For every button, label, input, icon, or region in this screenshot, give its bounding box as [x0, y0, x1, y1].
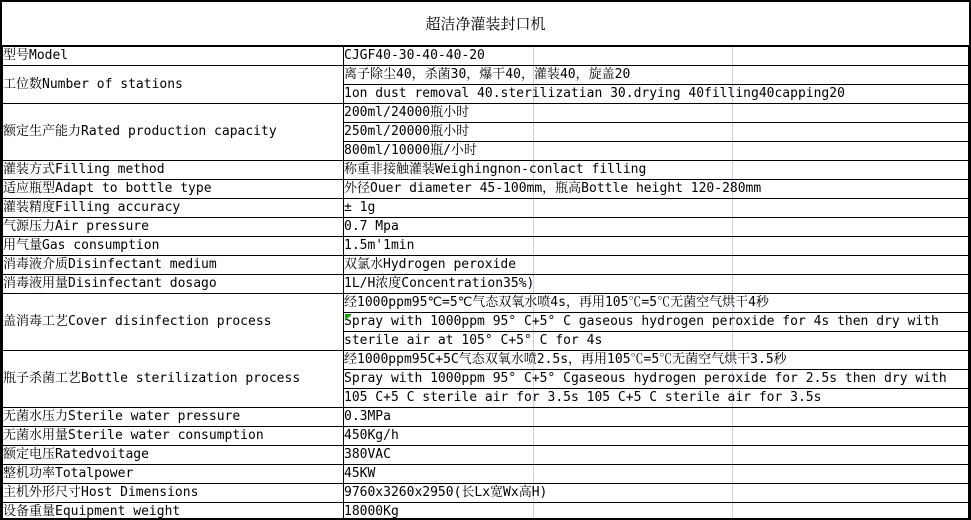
- row-value-cell[interactable]: sterile air at 105° C+5° C for 4s: [344, 332, 969, 351]
- row-label-cell[interactable]: 无菌水用量Sterile water consumption: [3, 427, 344, 446]
- row-value-cell[interactable]: 1L/H浓度Concentration35%): [344, 275, 969, 294]
- row-value-cell[interactable]: 450Kg/h: [344, 427, 969, 446]
- table-row: [3, 180, 969, 199]
- table-row: [3, 66, 969, 85]
- table-row: [3, 427, 969, 446]
- row-value-cell[interactable]: 105 C+5 C sterile air for 3.5s 105 C+5 C sterile air for 3.5s: [344, 389, 969, 408]
- row-label-cell[interactable]: 气源压力Air pressure: [3, 218, 344, 237]
- row-label-cell[interactable]: 额定生产能力Rated production capacity: [3, 104, 344, 161]
- row-value-cell[interactable]: ± 1g: [344, 199, 969, 218]
- table-row: [3, 256, 969, 275]
- row-value-cell[interactable]: 离子除尘40，杀菌30，爆干40，灌装40，旋盖20: [344, 66, 969, 85]
- row-value-cell[interactable]: 18000Kg: [344, 503, 969, 520]
- table-row: [3, 484, 969, 503]
- row-label-cell[interactable]: 设备重量Equipment weight: [3, 503, 344, 520]
- row-value-cell[interactable]: 45KW: [344, 465, 969, 484]
- table-row: [3, 237, 969, 256]
- spec-table: [2, 46, 969, 520]
- row-value-cell[interactable]: 双氯水Hydrogen peroxide: [344, 256, 969, 275]
- table-row: [3, 47, 969, 66]
- table-row: [3, 199, 969, 218]
- page-title: 超洁净灌装封口机: [425, 15, 546, 33]
- table-row: [3, 503, 969, 520]
- table-row: [3, 218, 969, 237]
- row-label-cell[interactable]: 额定电压Ratedvoitage: [3, 446, 344, 465]
- row-value-cell[interactable]: 经1000ppm95℃=5℃气态双氧水喷4s，再用105℃=5℃无菌空气烘干4秒: [344, 294, 969, 313]
- row-value-cell[interactable]: Spray with 1000ppm 95° C+5° Cgaseous hydrogen peroxide for 2.5s then dry with: [344, 370, 969, 389]
- row-label-cell[interactable]: 瓶子杀菌工艺Bottle sterilization process: [3, 351, 344, 408]
- row-value-cell[interactable]: 1on dust removal 40.sterilizatian 30.drying 40filling40capping20: [344, 85, 969, 104]
- row-value-cell[interactable]: 0.3MPa: [344, 408, 969, 427]
- row-label-cell[interactable]: 主机外形尺寸Host Dimensions: [3, 484, 344, 503]
- row-label-cell[interactable]: 消毒液介质Disinfectant medium: [3, 256, 344, 275]
- row-label-cell[interactable]: 适应瓶型Adapt to bottle type: [3, 180, 344, 199]
- row-value-cell[interactable]: Spray with 1000ppm 95° C+5° C gaseous hydrogen peroxide for 4s then dry with: [344, 313, 969, 332]
- row-label-cell[interactable]: 盖消毒工艺Cover disinfection process: [3, 294, 344, 351]
- row-value-cell[interactable]: 称重非接触灌装Weighingnon-conlact filling: [344, 161, 969, 180]
- cell-error-flag-icon: [345, 314, 352, 321]
- row-label-cell[interactable]: 灌装精度Filling accuracy: [3, 199, 344, 218]
- table-row: [3, 446, 969, 465]
- row-value-cell[interactable]: 0.7 Mpa: [344, 218, 969, 237]
- row-value-cell[interactable]: 外径Ouer diameter 45-100mm，瓶高Bottle height 120-280mm: [344, 180, 969, 199]
- row-label-cell[interactable]: 整机功率Totalpower: [3, 465, 344, 484]
- table-row: [3, 104, 969, 123]
- row-label-cell[interactable]: 无菌水压力Sterile water pressure: [3, 408, 344, 427]
- row-label-cell[interactable]: 用气量Gas consumption: [3, 237, 344, 256]
- row-value-cell[interactable]: 380VAC: [344, 446, 969, 465]
- row-value-cell[interactable]: 200ml/24000瓶小时: [344, 104, 969, 123]
- table-row: [3, 275, 969, 294]
- table-row: [3, 465, 969, 484]
- row-value-cell[interactable]: 800ml/10000瓶/小时: [344, 142, 969, 161]
- table-row: [3, 294, 969, 313]
- row-value-cell[interactable]: 1.5m'1min: [344, 237, 969, 256]
- row-value-cell[interactable]: CJGF40-30-40-40-20: [344, 47, 969, 66]
- table-row: [3, 408, 969, 427]
- row-label-cell[interactable]: 工位数Number of stations: [3, 66, 344, 104]
- row-value-cell[interactable]: 9760x3260x2950(长Lx宽Wx高H): [344, 484, 969, 503]
- row-label-cell[interactable]: 灌装方式Filling method: [3, 161, 344, 180]
- row-label-cell[interactable]: 消毒液用量Disinfectant dosago: [3, 275, 344, 294]
- table-row: [3, 351, 969, 370]
- row-value-cell[interactable]: 经1000ppm95C+5C气态双氧水喷2.5s，再用105℃=5℃无菌空气烘干3.5秒: [344, 351, 969, 370]
- row-value-cell[interactable]: 250ml/20000瓶小时: [344, 123, 969, 142]
- table-row: [3, 161, 969, 180]
- sheet-title-cell[interactable]: [2, 2, 969, 46]
- row-label-cell[interactable]: 型号Model: [3, 47, 344, 66]
